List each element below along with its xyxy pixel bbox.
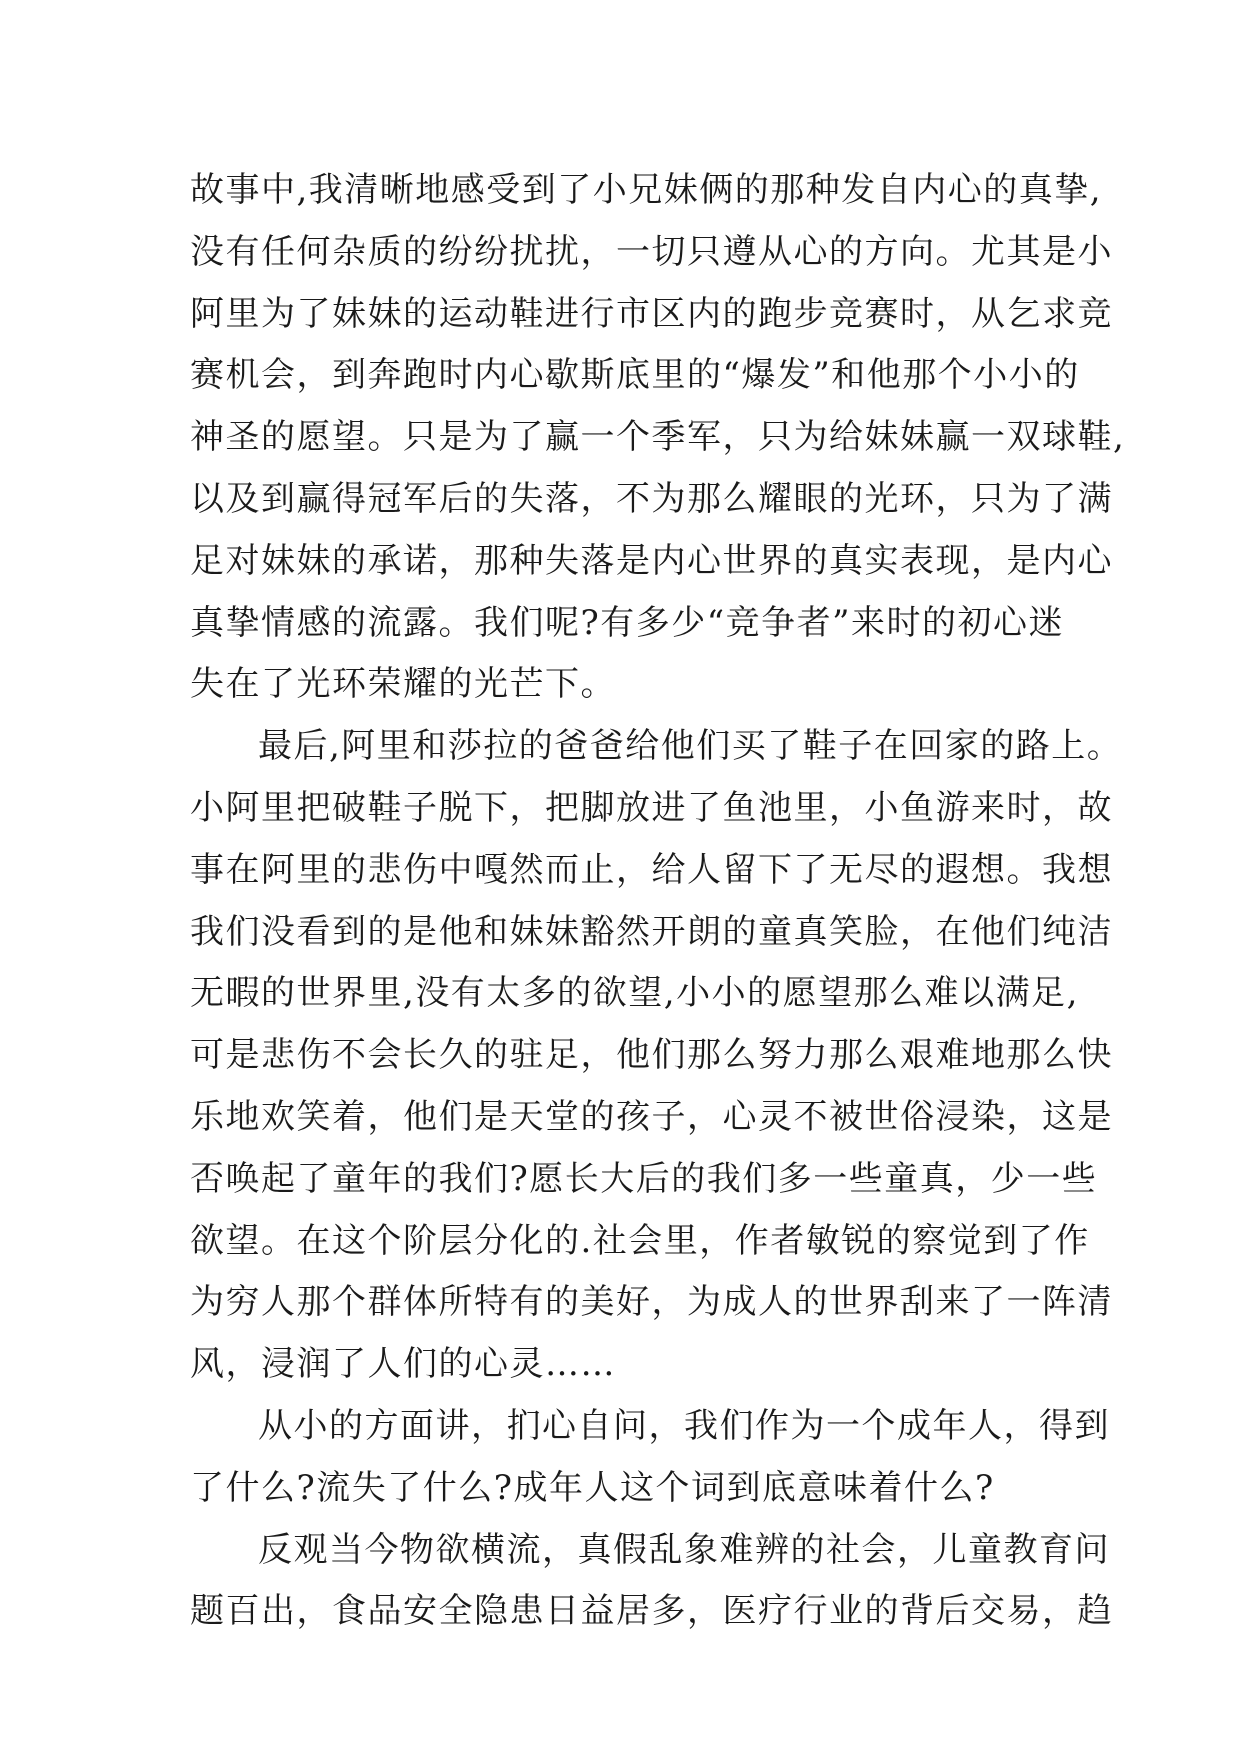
text-line: 风，浸润了人们的心灵…… (190, 1344, 616, 1385)
text-line: 可是悲伤不会长久的驻足，他们那么努力那么艰难地那么快 (190, 1035, 1113, 1076)
text-line: 我们没看到的是他和妹妹豁然开朗的童真笑脸，在他们纯洁 (190, 911, 1113, 952)
text-line: 没有任何杂质的纷纷扰扰，一切只遵从心的方向。尤其是小 (190, 231, 1113, 272)
text-line: 反观当今物欲横流，真假乱象难辨的社会，儿童教育问 (258, 1529, 1110, 1570)
text-line: 从小的方面讲，扪心自问，我们作为一个成年人，得到 (258, 1405, 1110, 1446)
text-line: 故事中,我清晰地感受到了小兄妹俩的那种发自内心的真挚, (190, 170, 1103, 210)
text-line: 失在了光环荣耀的光芒下。 (190, 664, 616, 705)
text-line: 最后,阿里和莎拉的爸爸给他们买了鞋子在回家的路上。 (258, 726, 1123, 767)
text-line: 赛机会，到奔跑时内心歇斯底里的“爆发”和他那个小小的 (190, 355, 1080, 396)
text-line: 神圣的愿望。只是为了赢一个季军，只为给妹妹赢一双球鞋, (190, 417, 1126, 458)
text-line: 阿里为了妹妹的运动鞋进行市区内的跑步竞赛时，从乞求竞 (190, 293, 1113, 334)
text-line: 欲望。在这个阶层分化的.社会里，作者敏锐的察觉到了作 (190, 1220, 1090, 1261)
text-line: 小阿里把破鞋子脱下，把脚放进了鱼池里，小鱼游来时，故 (190, 787, 1113, 828)
text-line: 真挚情感的流露。我们呢?有多少“竞争者”来时的初心迷 (190, 602, 1064, 643)
text-line: 题百出，食品安全隐患日益居多，医疗行业的背后交易，趋 (190, 1591, 1113, 1632)
text-line: 为穷人那个群体所特有的美好，为成人的世界刮来了一阵清 (190, 1282, 1113, 1323)
text-line: 否唤起了童年的我们?愿长大后的我们多一些童真，少一些 (190, 1158, 1098, 1199)
text-line: 无暇的世界里,没有太多的欲望,小小的愿望那么难以满足, (190, 973, 1079, 1014)
text-line: 了什么?流失了什么?成年人这个词到底意味着什么? (190, 1467, 995, 1508)
text-line: 以及到赢得冠军后的失落，不为那么耀眼的光环，只为了满 (190, 478, 1113, 519)
body-text (190, 160, 1126, 1643)
text-line: 乐地欢笑着，他们是天堂的孩子，心灵不被世俗浸染，这是 (190, 1096, 1113, 1137)
text-line: 事在阿里的悲伤中嘎然而止，给人留下了无尽的遐想。我想 (190, 849, 1113, 890)
text-line: 足对妹妹的承诺，那种失落是内心世界的真实表现，是内心 (190, 540, 1113, 581)
